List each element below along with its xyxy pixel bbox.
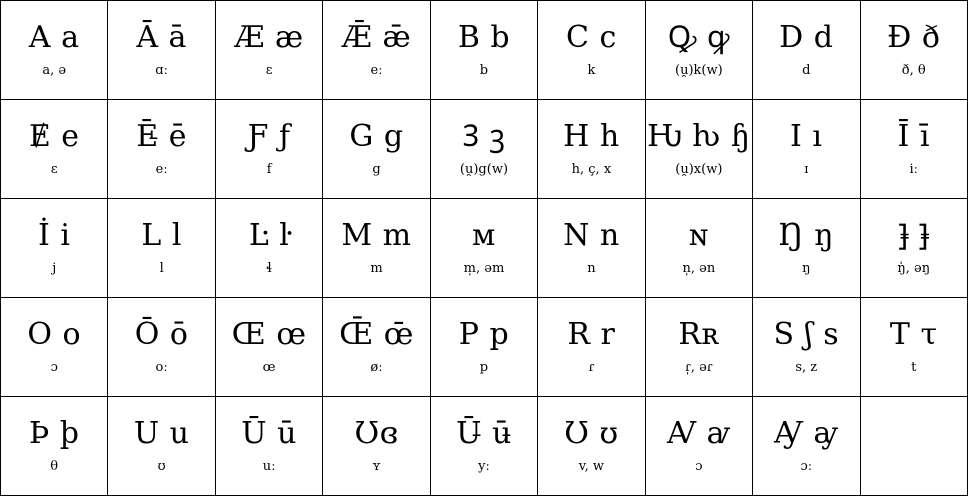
letter-pronunciation: yː [478,458,490,474]
letter-glyphs: Ꜽ ꜽ [773,416,839,452]
letter-glyphs: ɴ [688,218,709,254]
letter-pronunciation: ɬ [266,260,273,276]
table-cell [108,1,215,100]
table-row [1,397,968,496]
letter-glyphs: Ʊ ʊ [564,416,619,452]
table-cell [1,397,108,496]
letter-pronunciation: l [159,260,164,276]
table-cell-empty [860,397,968,496]
letter-pronunciation: f [266,161,272,177]
table-cell [323,199,430,298]
table-cell [108,397,215,496]
letter-glyphs: G g [349,119,404,155]
letter-glyphs: Τ τ [889,317,938,353]
letter-glyphs: Ꝫ ꝫ [462,119,506,155]
table-cell [645,298,752,397]
letter-pronunciation: uː [262,458,276,474]
letter-pronunciation: v, w [578,458,604,474]
table-row [1,1,968,100]
letter-glyphs: Ē̵ ē [136,119,187,155]
table-cell [1,298,108,397]
table-cell [215,100,322,199]
letter-glyphs: S ʃ s [773,317,840,353]
table-cell [538,298,645,397]
letter-pronunciation: n̩, ən [682,260,716,276]
letter-glyphs: Œ̄ œ̄ [339,317,414,353]
letter-glyphs: U u [133,416,190,452]
letter-glyphs: Ŀ ŀ [248,218,290,254]
letter-pronunciation: k [587,62,596,78]
letter-glyphs: L l [141,218,182,254]
letter-pronunciation: p [479,359,489,375]
table-cell [860,199,968,298]
table-cell [108,298,215,397]
letter-glyphs: Ƒ ƒ [247,119,291,155]
letter-pronunciation: b [479,62,489,78]
table-cell [645,397,752,496]
table-cell [323,397,430,496]
table-cell [860,1,968,100]
table-cell [323,298,430,397]
table-cell [538,1,645,100]
letter-glyphs: ⹘ ⹘ [898,218,930,254]
table-cell [430,100,537,199]
letter-pronunciation: oː [155,359,168,375]
letter-glyphs: Ō ō [134,317,189,353]
letter-glyphs: Œ œ [231,317,307,353]
letter-pronunciation: s, z [795,359,818,375]
table-cell [538,199,645,298]
letter-pronunciation: (u̯)x(w) [675,161,723,177]
letter-glyphs: Æ æ [234,20,304,56]
letter-pronunciation: (u̯)g(w) [459,161,509,177]
letter-pronunciation: ʏ [372,458,381,474]
alphabet-table-body [1,1,968,496]
letter-pronunciation: ŋ [802,260,811,276]
table-cell [1,1,108,100]
letter-glyphs: Ŋ ŋ [778,218,835,254]
table-cell [538,100,645,199]
letter-glyphs: Ƕ ƕ ɧ [647,119,751,155]
letter-glyphs: H h [563,119,620,155]
letter-pronunciation: ɔ [695,458,703,474]
table-cell [645,199,752,298]
table-cell [108,199,215,298]
table-cell [645,1,752,100]
letter-pronunciation: h, ç, x [571,161,612,177]
letter-pronunciation: ɛ [265,62,273,78]
table-cell [1,199,108,298]
letter-pronunciation: m̩, əm [463,260,505,276]
table-cell [538,397,645,496]
table-row [1,100,968,199]
letter-glyphs: Ū ū [241,416,297,452]
table-cell [753,298,860,397]
table-cell [215,1,322,100]
letter-glyphs: Ʊɞ [354,416,399,452]
table-cell [753,1,860,100]
letter-pronunciation: t [911,359,917,375]
table-cell [430,298,537,397]
letter-pronunciation: ɑː [155,62,168,78]
letter-pronunciation: ɾ [588,359,595,375]
letter-glyphs: Ū̵ ū̵ [456,416,512,452]
letter-pronunciation: iː [909,161,919,177]
table-row [1,298,968,397]
letter-glyphs: N n [563,218,620,254]
letter-glyphs: C c [566,20,617,56]
letter-glyphs: Ꝙ ꝙ [667,20,730,56]
letter-pronunciation: ɛ [50,161,58,177]
letter-glyphs: Ǣ ǣ [341,20,412,56]
letter-glyphs: M m [341,218,412,254]
letter-pronunciation: œ [262,359,276,375]
letter-glyphs: Ɇ e [28,119,80,155]
letter-pronunciation: ʊ [157,458,166,474]
letter-pronunciation: (u̯)k(w) [675,62,723,78]
letter-pronunciation: n [587,260,596,276]
letter-glyphs: O o [27,317,82,353]
table-cell [753,397,860,496]
letter-pronunciation: øː [370,359,383,375]
letter-glyphs: R r [567,317,616,353]
letter-glyphs: I ı [790,119,823,155]
letter-pronunciation: eː [155,161,168,177]
letter-glyphs: İ i [37,218,71,254]
letter-glyphs: D d [779,20,834,56]
letter-pronunciation: ŋ̍, əŋ [897,260,931,276]
letter-glyphs: Ī ī [897,119,930,155]
table-cell [860,298,968,397]
letter-pronunciation: j [52,260,57,276]
table-row [1,199,968,298]
table-cell [323,100,430,199]
table-cell [1,100,108,199]
letter-pronunciation: θ [50,458,59,474]
letter-glyphs: Ā ā [136,20,187,56]
letter-pronunciation: ɪ [804,161,809,177]
table-cell [753,199,860,298]
letter-pronunciation: g [372,161,381,177]
table-cell [860,100,968,199]
letter-glyphs: Đ ð [887,20,941,56]
letter-pronunciation: eː [370,62,383,78]
letter-glyphs: Ꜹ ꜹ [667,416,731,452]
table-cell [430,199,537,298]
table-cell [215,298,322,397]
letter-pronunciation: ɾ̩, əɾ [684,359,713,375]
letter-pronunciation: m [370,260,383,276]
letter-pronunciation: d [802,62,811,78]
table-cell [753,100,860,199]
table-cell [215,199,322,298]
table-cell [108,100,215,199]
letter-glyphs: ᴍ [472,218,496,254]
letter-glyphs: Rʀ [678,317,720,353]
letter-pronunciation: ð, θ [901,62,926,78]
letter-pronunciation: ɔ [50,359,58,375]
table-cell [645,100,752,199]
letter-glyphs: A a [28,20,80,56]
letter-glyphs: P p [458,317,510,353]
table-cell [323,1,430,100]
table-cell [430,1,537,100]
table-cell [215,397,322,496]
table-cell [430,397,537,496]
letter-pronunciation: a, ə [42,62,67,78]
letter-glyphs: B b [457,20,511,56]
letter-glyphs: Þ þ [28,416,80,452]
letter-pronunciation: ɔː [800,458,813,474]
